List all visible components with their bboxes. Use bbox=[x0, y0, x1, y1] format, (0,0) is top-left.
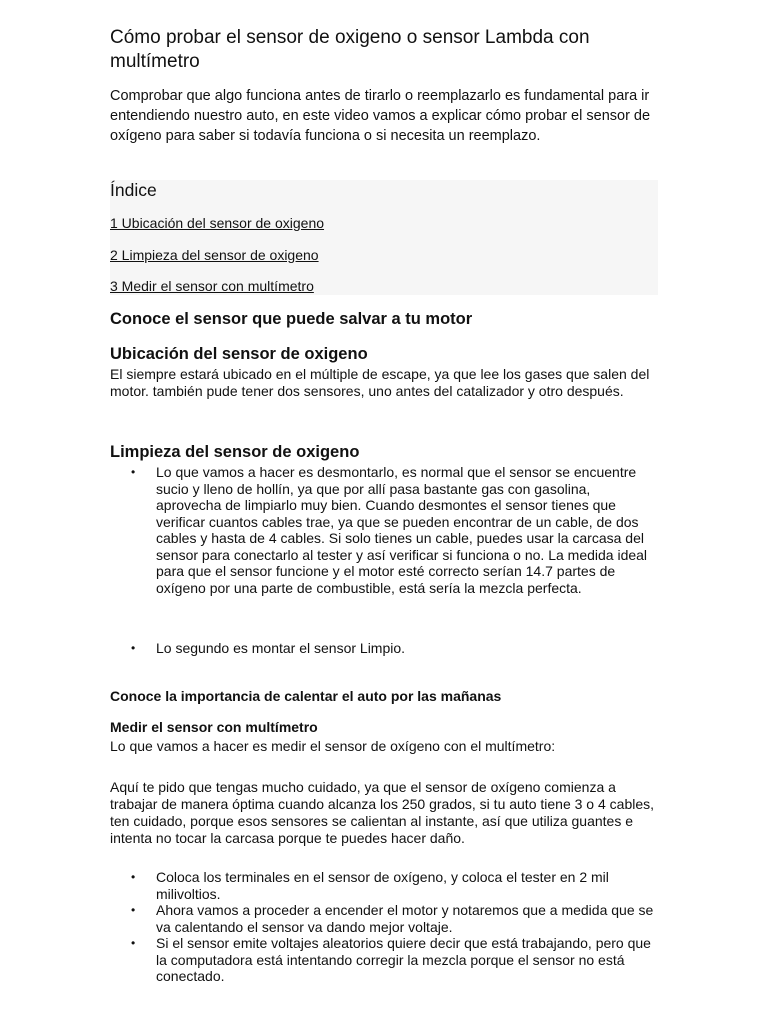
page-title: Cómo probar el sensor de oxigeno o sensor Lambda con multímetro bbox=[110, 27, 590, 72]
medir-list bbox=[110, 869, 658, 985]
list-item-text: Ahora vamos a proceder a encender el motor y notaremos que a medida que se va calentando el sensor va dando mejor voltaje. bbox=[156, 902, 654, 935]
medir-paragraph-1: Lo que vamos a hacer es medir el sensor de oxígeno con el multímetro: bbox=[110, 738, 556, 754]
bullet-icon: • bbox=[131, 870, 136, 884]
bullet-icon: • bbox=[131, 641, 136, 655]
limpieza-list-2 bbox=[110, 640, 658, 657]
list-item-text: Coloca los terminales en el sensor de oxígeno, y coloca el tester en 2 mil milivoltios. bbox=[156, 869, 609, 902]
list-item-text: Lo segundo es montar el sensor Limpio. bbox=[156, 640, 406, 656]
toc-title: Índice bbox=[110, 180, 157, 200]
bullet-icon: • bbox=[131, 936, 136, 950]
list-item bbox=[110, 869, 658, 902]
ubicacion-paragraph: El siempre estará ubicado en el múltiple de escape, ya que lee los gases que salen del motor. también pude tener dos sensores, uno antes del catalizador y otro después. bbox=[110, 366, 650, 399]
intro-paragraph: Comprobar que algo funciona antes de tirarlo o reemplazarlo es fundamental para ir entendiendo nuestro auto, en este video vamos a explicar cómo probar el sensor de oxígeno para saber si todavía funciona o si necesita un reemplazo. bbox=[110, 88, 651, 144]
list-item bbox=[110, 902, 658, 935]
toc-link-limpieza[interactable]: 2 Limpieza del sensor de oxigeno bbox=[110, 247, 319, 263]
section-heading-conoce: Conoce el sensor que puede salvar a tu motor bbox=[110, 310, 473, 328]
toc-link-medir[interactable]: 3 Medir el sensor con multímetro bbox=[110, 278, 314, 294]
list-item bbox=[110, 935, 658, 985]
section-heading-ubicacion: Ubicación del sensor de oxigeno bbox=[110, 345, 368, 363]
section-heading-limpieza: Limpieza del sensor de oxigeno bbox=[110, 443, 360, 461]
bullet-icon: • bbox=[131, 465, 136, 479]
list-item-text: Lo que vamos a hacer es desmontarlo, es normal que el sensor se encuentre sucio y lleno de hollín, ya que por allí pasa bastante gas con gasolina, aprovecha de limpiarlo muy bien. Cuando desmontes el sensor tienes que verificar cuantos cables trae, ya que se pueden encontrar de un cable, de dos cables y hasta de 4 cables. Si solo tienes un cable, puedes usar la carcasa del sensor para conectarlo al tester y así verificar si funciona o no. La medida ideal para que el sensor funcione y el motor esté correcto serían 14.7 partes de oxígeno por una parte de combustible, está sería la mezcla perfecta. bbox=[156, 464, 648, 596]
list-item bbox=[110, 640, 658, 657]
list-item-text: Si el sensor emite voltajes aleatorios quiere decir que está trabajando, pero que la computadora está intentando corregir la mezcla porque el sensor no está conectado. bbox=[156, 935, 651, 984]
list-item bbox=[110, 464, 658, 596]
limpieza-list bbox=[110, 464, 658, 596]
medir-paragraph-2: Aquí te pido que tengas mucho cuidado, ya que el sensor de oxígeno comienza a trabajar de manera óptima cuando alcanza los 250 grados, si tu auto tiene 3 o 4 cables, ten cuidado, porque esos sensores se calientan al instante, así que utiliza guantes e intenta no tocar la carcasa porque te puedes hacer daño. bbox=[110, 779, 655, 846]
toc-link-ubicacion[interactable]: 1 Ubicación del sensor de oxigeno bbox=[110, 215, 325, 231]
table-of-contents bbox=[110, 180, 658, 295]
bullet-icon: • bbox=[131, 903, 136, 917]
section-heading-calentar: Conoce la importancia de calentar el auto por las mañanas bbox=[110, 688, 502, 704]
section-heading-medir: Medir el sensor con multímetro bbox=[110, 719, 318, 735]
